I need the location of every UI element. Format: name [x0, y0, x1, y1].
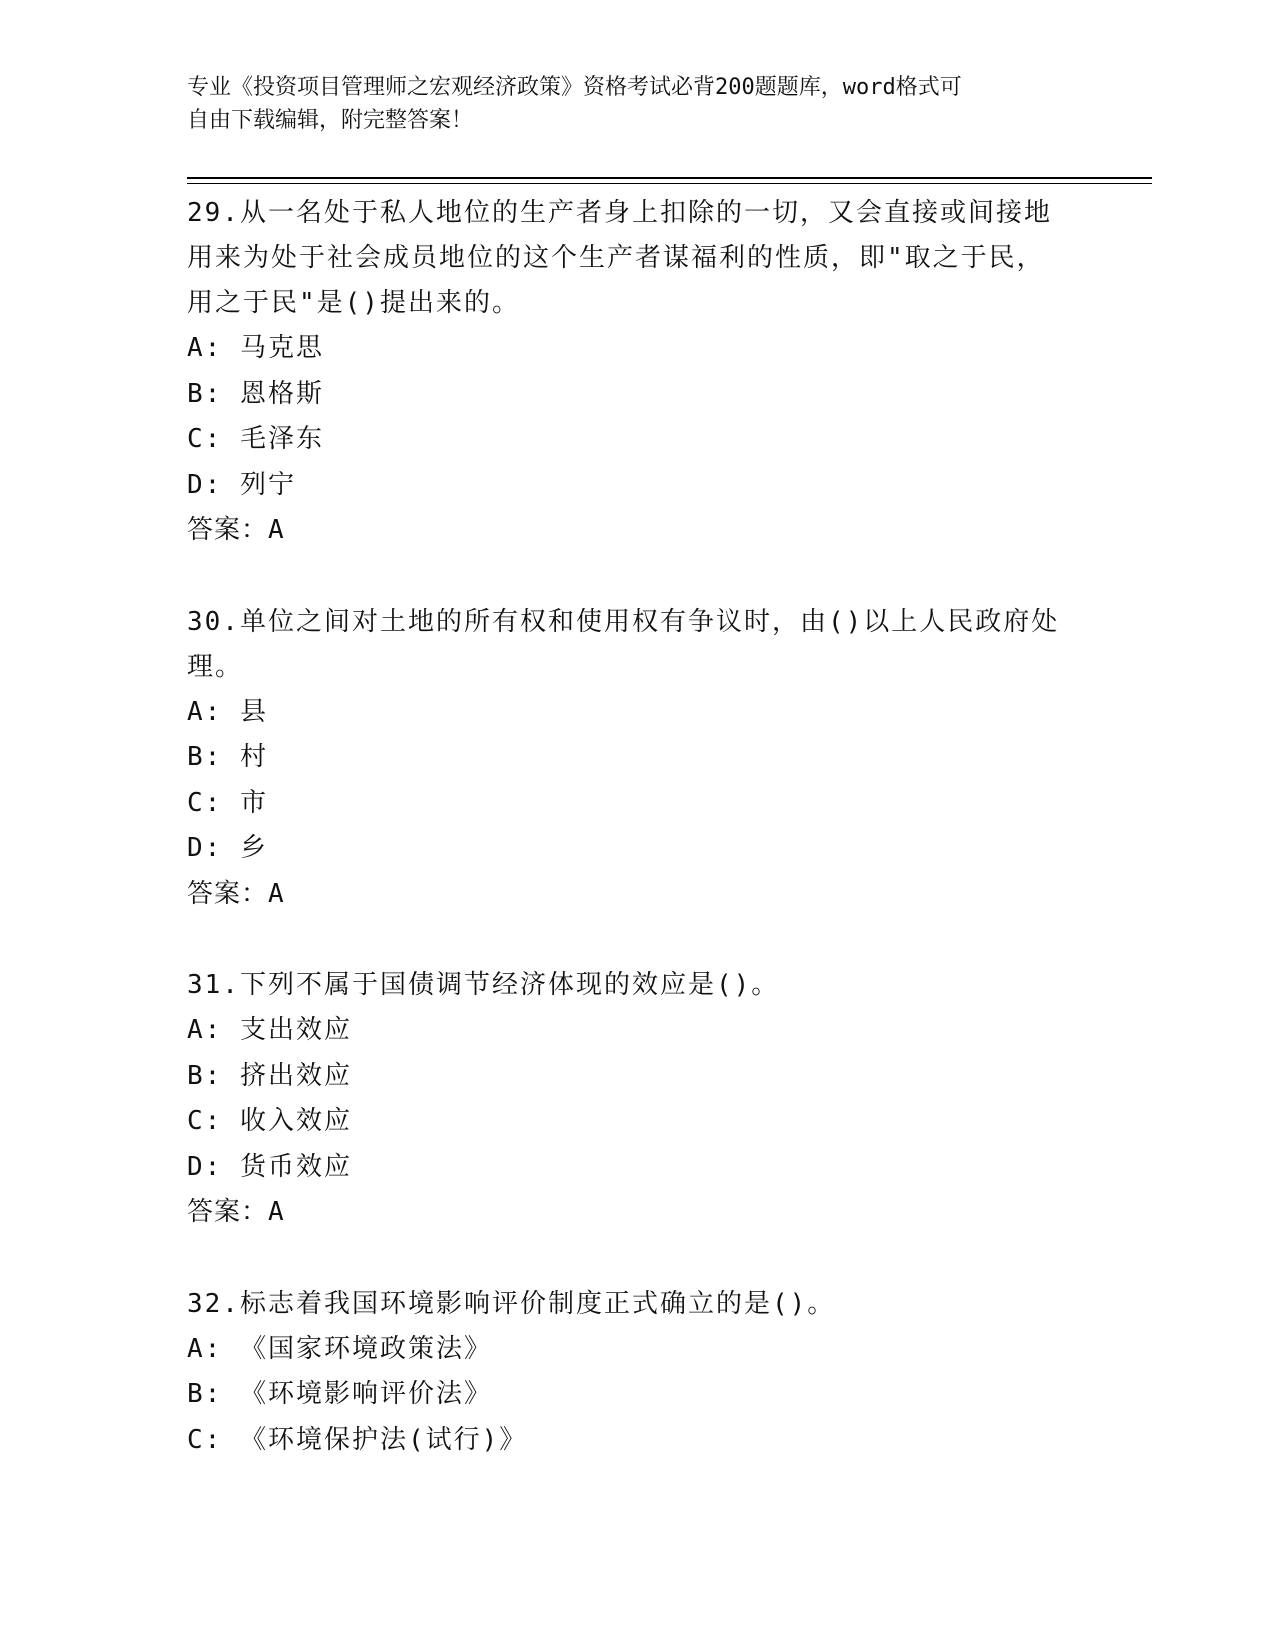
option-a: A: 《国家环境政策法》	[187, 1333, 492, 1364]
option-c: C: 毛泽东	[187, 424, 324, 454]
question-30	[187, 600, 1087, 918]
option-d: D: 货币效应	[187, 1151, 352, 1182]
header-line-1: 专业《投资项目管理师之宏观经济政策》资格考试必背200题题库，word格式可	[187, 75, 962, 100]
question-stem-line: 用之于民"是()提出来的。	[187, 288, 520, 318]
header-line-2: 自由下载编辑，附完整答案！	[187, 108, 474, 133]
option-a: A: 支出效应	[187, 1015, 352, 1045]
option-a: A: 县	[187, 696, 268, 727]
header-divider-thin	[187, 183, 1152, 184]
option-b: B: 村	[187, 742, 268, 772]
option-c: C: 收入效应	[187, 1106, 352, 1136]
spacer	[187, 1236, 1087, 1282]
question-stem-line: 理。	[187, 651, 244, 682]
question-list	[187, 191, 1087, 1463]
option-c: C: 《环境保护法(试行)》	[187, 1424, 528, 1455]
question-stem-line: 用来为处于社会成员地位的这个生产者谋福利的性质，即"取之于民，	[187, 243, 1045, 273]
spacer	[187, 917, 1087, 963]
question-stem-line: 30.单位之间对土地的所有权和使用权有争议时，由()以上人民政府处	[187, 606, 1060, 637]
option-b: B: 《环境影响评价法》	[187, 1379, 492, 1409]
question-31	[187, 963, 1087, 1236]
document-header	[187, 71, 1087, 137]
option-b: B: 恩格斯	[187, 378, 324, 409]
question-stem-line: 29.从一名处于私人地位的生产者身上扣除的一切，又会直接或间接地	[187, 198, 1052, 228]
option-c: C: 市	[187, 787, 268, 818]
spacer	[187, 554, 1087, 600]
question-32	[187, 1282, 1087, 1464]
question-29	[187, 191, 1087, 554]
header-divider-thick	[187, 177, 1152, 179]
answer: 答案：A	[187, 878, 285, 909]
answer: 答案：A	[187, 515, 285, 545]
question-stem-line: 31.下列不属于国债调节经济体现的效应是()。	[187, 970, 780, 1000]
option-d: D: 列宁	[187, 469, 296, 500]
answer: 答案：A	[187, 1197, 285, 1227]
option-a: A: 马克思	[187, 333, 324, 363]
option-d: D: 乡	[187, 833, 268, 863]
question-stem-line: 32.标志着我国环境影响评价制度正式确立的是()。	[187, 1288, 836, 1319]
option-b: B: 挤出效应	[187, 1060, 352, 1091]
